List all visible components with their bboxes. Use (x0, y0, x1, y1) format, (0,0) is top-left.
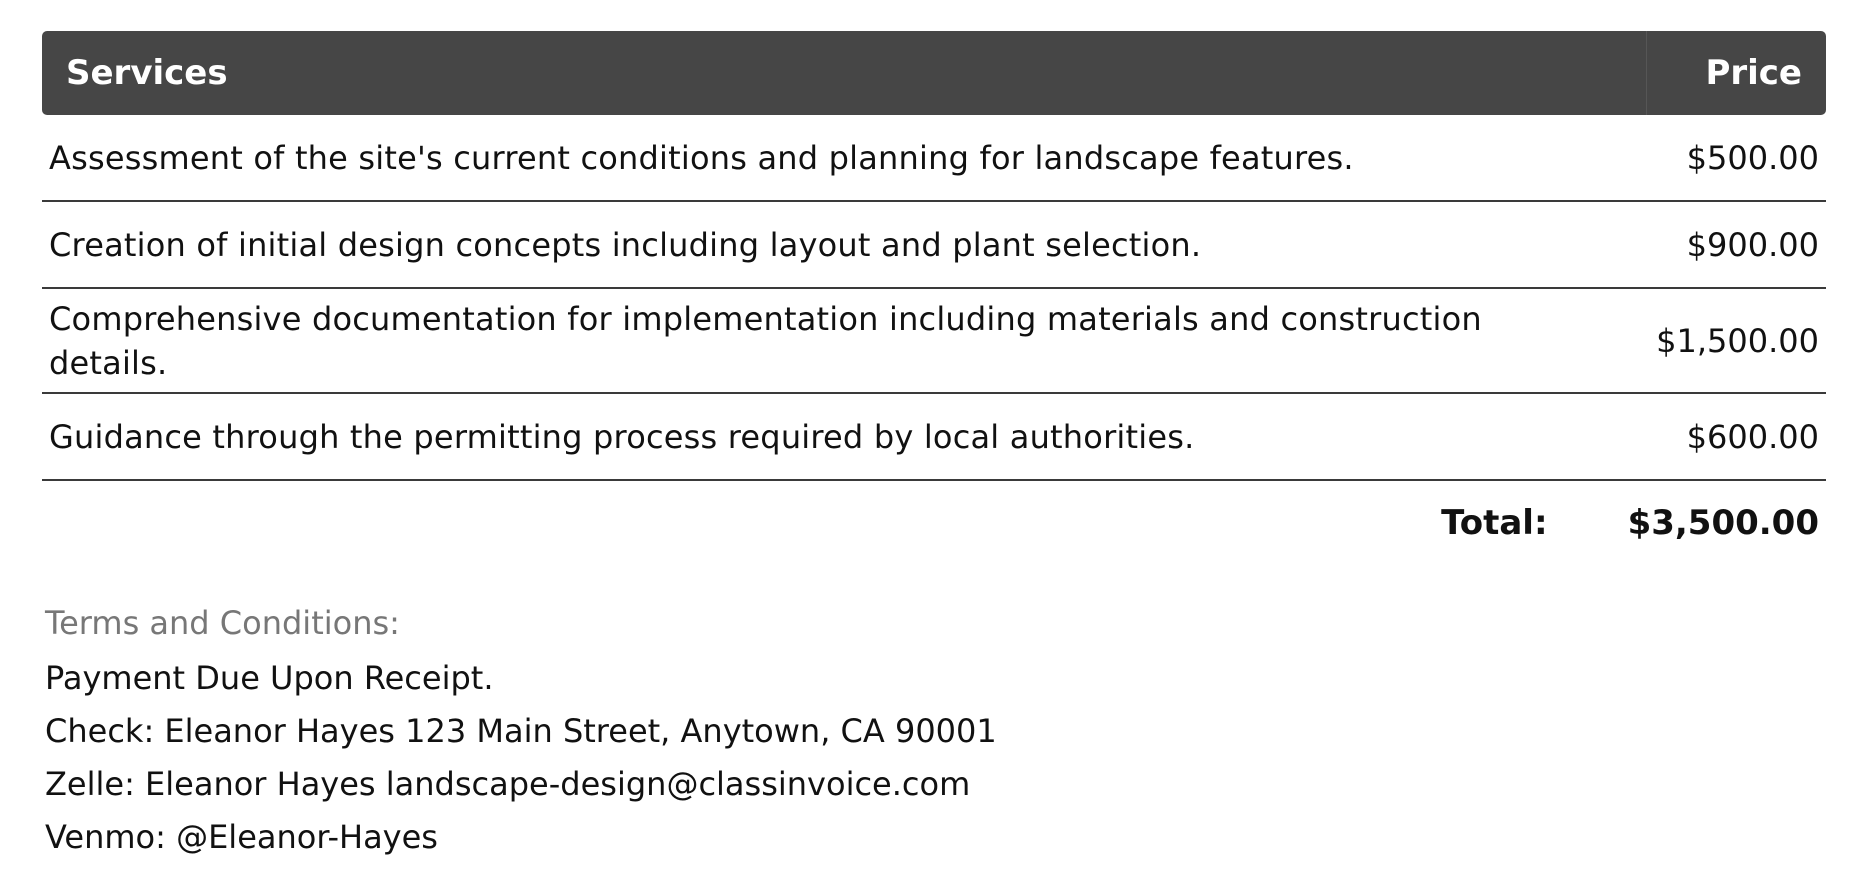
terms-title: Terms and Conditions: (45, 604, 400, 642)
service-price: $900.00 (1686, 225, 1819, 264)
table-row (42, 202, 1826, 289)
service-description: Guidance through the permitting process required by local authorities. (49, 417, 1195, 456)
table-row (42, 289, 1826, 394)
table-header (42, 31, 1826, 115)
service-price: $1,500.00 (1656, 321, 1819, 360)
service-description: Comprehensive documentation for implementation including materials and construction details. (49, 299, 1482, 382)
table-row (42, 394, 1826, 481)
price-column-header: Price (1646, 31, 1826, 115)
total-label: Total: (1441, 502, 1548, 543)
services-table (42, 31, 1826, 564)
check-payment-line: Check: Eleanor Hayes 123 Main Street, Anytown, CA 90001 (45, 712, 997, 750)
terms-section (45, 601, 997, 868)
total-row (42, 481, 1826, 564)
services-column-header: Services (66, 53, 228, 93)
service-price: $600.00 (1686, 417, 1819, 456)
total-amount: $3,500.00 (1627, 502, 1819, 543)
venmo-payment-line: Venmo: @Eleanor-Hayes (45, 818, 438, 856)
zelle-payment-line: Zelle: Eleanor Hayes landscape-design@classinvoice.com (45, 765, 971, 803)
service-price: $500.00 (1686, 138, 1819, 177)
service-description: Assessment of the site's current conditions and planning for landscape features. (49, 138, 1354, 177)
service-description: Creation of initial design concepts including layout and plant selection. (49, 225, 1202, 264)
payment-due-line: Payment Due Upon Receipt. (45, 659, 494, 697)
table-row (42, 115, 1826, 202)
